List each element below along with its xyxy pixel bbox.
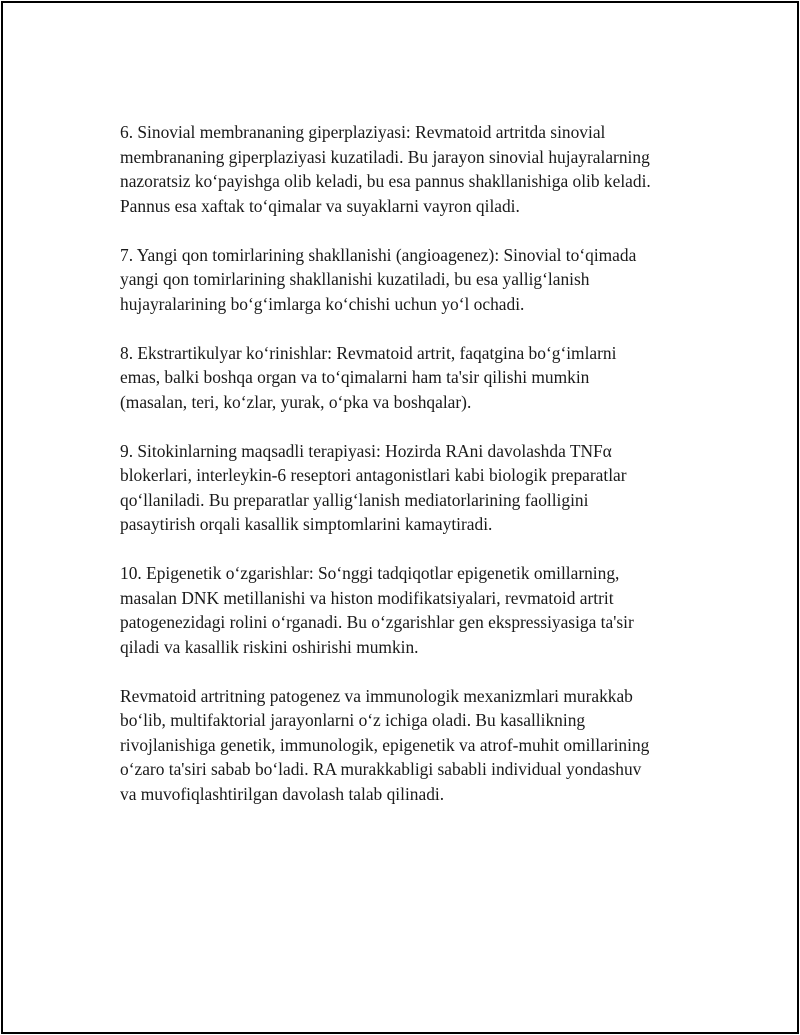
paragraph-conclusion: Revmatoid artritning patogenez va immunologik mexanizmlari murakkab boʻlib, multifaktorial jarayonlarni oʻz ichiga oladi. Bu kasallikning rivojlanishiga genetik, immunologik, epigenetik va atrof-muhit omillarining oʻzaro ta'siri sabab boʻladi. RA murakkabligi sababli individual yondashuv va muvofiqlashtirilgan davolash talab qilinadi. <box>120 685 650 804</box>
paragraph-angiogenesis: 7. Yangi qon tomirlarining shakllanishi (angioagenez): Sinovial toʻqimada yangi qon tomirlarining shakllanishi kuzatiladi, bu esa yalligʻlanish hujayralarining boʻgʻimlarga koʻchishi uchun yoʻl ochadi. <box>120 244 637 314</box>
paragraph-synovial-hyperplasia: 6. Sinovial membrananing giperplaziyasi: Revmatoid artritda sinovial membrananing giperplaziyasi kuzatiladi. Bu jarayon sinovial hujayralarning nazoratsiz koʻpayishga olib keladi, bu esa pannus shakllanishiga olib keladi. Pannus esa xaftak toʻqimalar va suyaklarni vayron qiladi. <box>120 122 651 216</box>
page-frame <box>1 1 799 1034</box>
paragraph-epigenetic: 10. Epigenetik oʻzgarishlar: Soʻnggi tadqiqotlar epigenetik omillarning, masalan DNK metillanishi va histon modifikatsiyalari, revmatoid artrit patogenezidagi rolini oʻrganadi. Bu oʻzgarishlar gen ekspressiyasiga ta'sir qiladi va kasallik riskini oshirishi mumkin. <box>120 563 634 657</box>
paragraph-cytokine-therapy: 9. Sitokinlarning maqsadli terapiyasi: Hozirda RAni davolashda TNFα blokerlari, interleykin-6 reseptori antagonistlari kabi biologik preparatlar qoʻllaniladi. Bu preparatlar yalligʻlanish mediatorlarining faolligini pasaytirish orqali kasallik simptomlarini kamaytiradi. <box>120 440 627 534</box>
document-body <box>120 120 695 831</box>
paragraph-extraarticular: 8. Ekstrartikulyar koʻrinishlar: Revmatoid artrit, faqatgina boʻgʻimlarni emas, balki boshqa organ va toʻqimalarni ham ta'sir qilishi mumkin (masalan, teri, koʻzlar, yurak, oʻpka va boshqalar). <box>120 342 617 412</box>
